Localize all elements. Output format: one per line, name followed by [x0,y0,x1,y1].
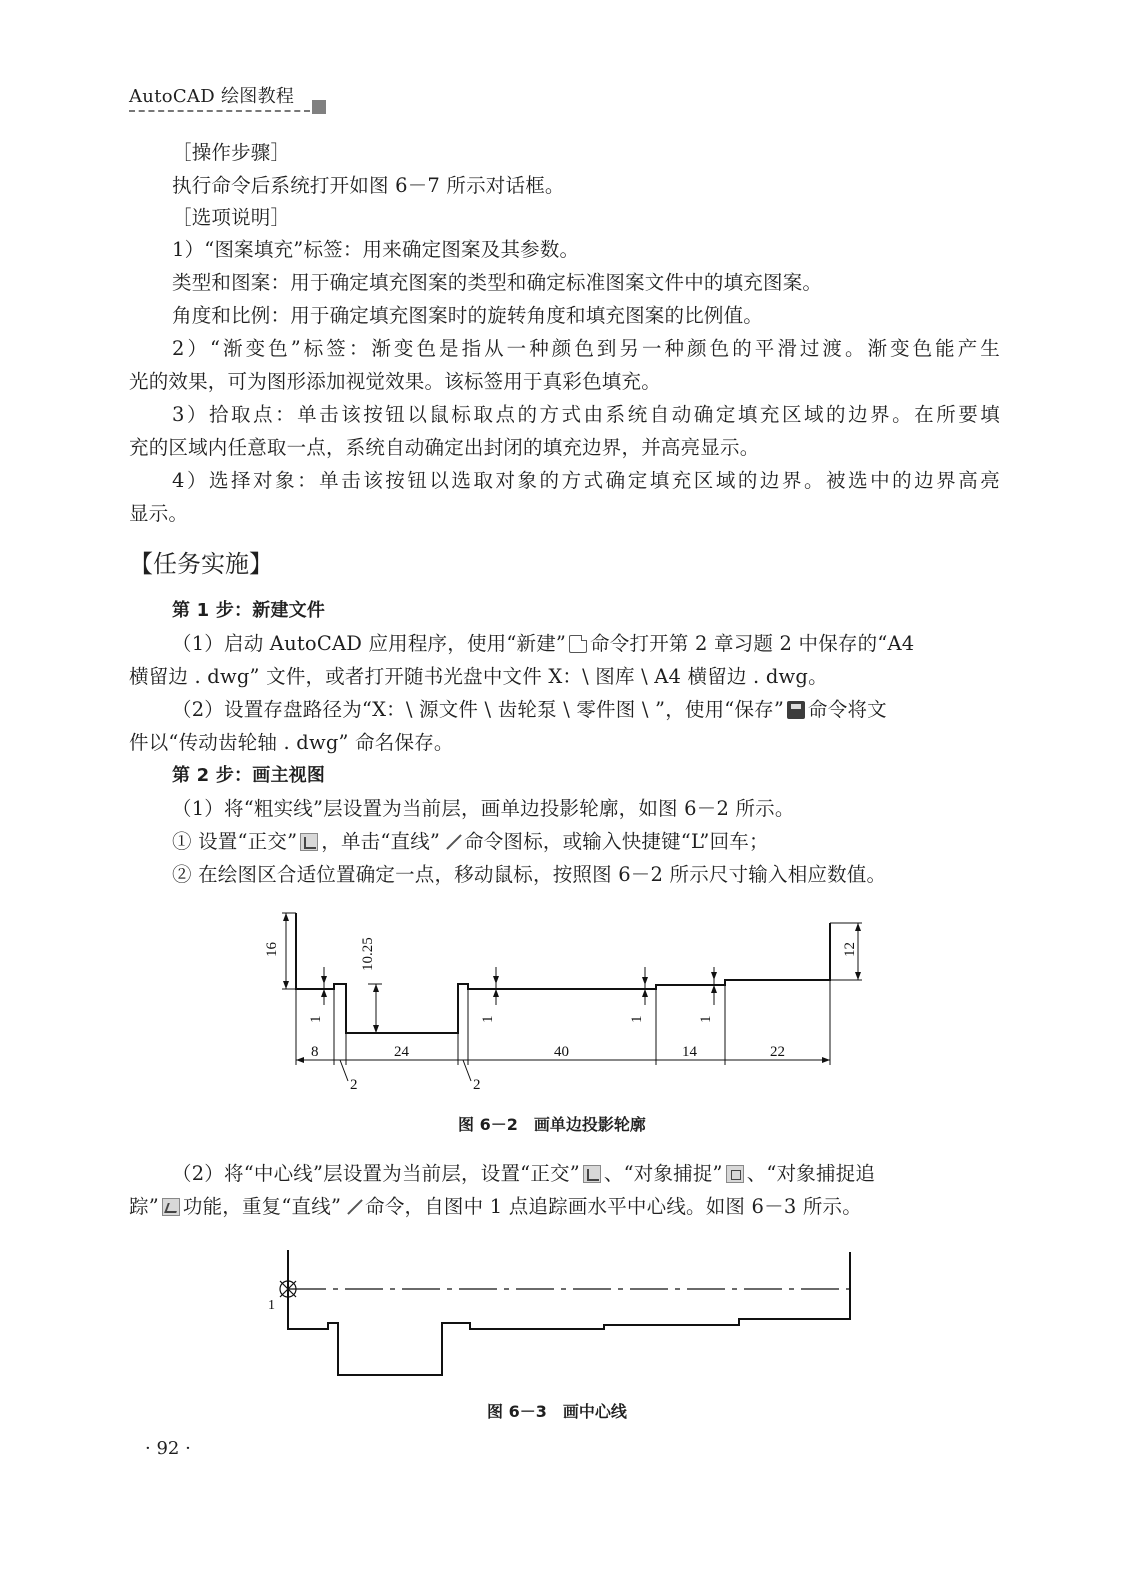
option-1: 1）“图案填充”标签：用来确定图案及其参数。 [172,238,580,261]
step2-para2-l2c: 命令，自图中 1 点追踪画水平中心线。如图 6－3 所示。 [365,1195,862,1218]
step2-substep1-a: ① 设置“正交” [172,830,298,853]
section-title: 【任务实施】 [129,550,273,578]
step2-substep2: ② 在绘图区合适位置确定一点，移动鼠标，按照图 6－2 所示尺寸输入相应数值。 [172,863,887,886]
option-4-line2: 显示。 [129,502,189,525]
step1-title: 第 1 步：新建文件 [172,600,326,621]
dim-label-1: 1 [698,1015,714,1023]
running-header: AutoCAD 绘图教程 [129,86,295,107]
step1-para1-line2: 横留边 . dwg” 文件，或者打开随书光盘中文件 X：\ 图库 \ A4 横留边 . dwg。 [129,665,828,688]
step1-para2-text-a: （2）设置存盘路径为“X：\ 源文件 \ 齿轮泵 \ 零件图 \ ”，使用“保存” [172,698,785,721]
options-heading: ［选项说明］ [172,206,291,229]
header-divider [129,110,310,112]
dim-label-24: 24 [394,1044,409,1060]
line-tool-icon [344,1198,362,1216]
step1-para1-line1 [172,630,914,658]
step1-para1-text-b: 命令打开第 2 章习题 2 中保存的“A4 [590,632,915,655]
option-3-line2: 充的区域内任意取一点，系统自动确定出封闭的填充边界，并高亮显示。 [129,436,760,459]
object-snap-icon [726,1165,744,1183]
step2-substep1 [172,828,769,856]
dim-label-14: 14 [682,1044,697,1060]
dim-label-8: 8 [311,1044,319,1060]
ops-text: 执行命令后系统打开如图 6－7 所示对话框。 [172,174,565,197]
dim-label-2: 2 [473,1077,481,1093]
step1-para2-line2: 件以“传动齿轮轴 . dwg” 命名保存。 [129,731,454,754]
point-label-1: 1 [268,1298,275,1313]
profile-outline [288,1250,850,1375]
step2-para2-l2b: 功能，重复“直线” [182,1195,342,1218]
step2-title: 第 2 步：画主视图 [172,765,326,786]
dim-label-2: 2 [350,1077,358,1093]
ortho-mode-icon [583,1165,601,1183]
figure-6-2-drawing [262,905,862,1100]
leader-2a [340,1060,348,1081]
step2-para2-line2 [129,1193,862,1221]
dim-label-10-25: 10.25 [360,937,376,971]
dim-label-22: 22 [770,1044,785,1060]
ops-heading: ［操作步骤］ [172,141,291,164]
figure-6-3-drawing [262,1245,862,1385]
step2-substep1-b: ，单击“直线” [321,830,441,853]
option-4-line1: 4）选择对象：单击该按钮以选取对象的方式确定填充区域的边界。被选中的边界高亮 [172,469,1000,492]
figure-6-3-caption: 图 6－3 画中心线 [487,1402,627,1421]
figure-6-2-caption: 图 6－2 画单边投影轮廓 [458,1115,646,1134]
step2-para2-l2a: 踪” [129,1195,159,1218]
leader-2b [463,1060,471,1081]
option-2-line2: 光的效果，可为图形添加视觉效果。该标签用于真彩色填充。 [129,370,661,393]
line-tool-icon [443,833,461,851]
page-number: · 92 · [145,1438,191,1459]
step2-para2-b: 、“对象捕捉” [603,1162,723,1185]
step2-para2-line1 [172,1160,875,1188]
dim-label-40: 40 [554,1044,569,1060]
option-3-line1: 3）拾取点：单击该按钮以鼠标取点的方式由系统自动确定填充区域的边界。在所要填 [172,403,1000,426]
option-2-line1: 2）“渐变色”标签：渐变色是指从一种颜色到另一种颜色的平滑过渡。渐变色能产生 [172,337,1000,360]
step1-para1-text-a: （1）启动 AutoCAD 应用程序，使用“新建” [172,632,567,655]
step2-para2-c: 、“对象捕捉追 [746,1162,876,1185]
object-snap-tracking-icon [162,1198,180,1216]
step2-substep1-c: 命令图标，或输入快捷键“L”回车； [464,830,769,853]
new-file-icon [569,635,587,653]
dim-label-16: 16 [264,942,280,957]
step1-para2-line1 [172,696,887,724]
option-1-type: 类型和图案：用于确定填充图案的类型和确定标准图案文件中的填充图案。 [172,271,823,294]
dim-label-12: 12 [842,942,858,957]
step1-para2-text-b: 命令将文 [808,698,887,721]
step2-para1: （1）将“粗实线”层设置为当前层，画单边投影轮廓，如图 6－2 所示。 [172,797,795,820]
dim-label-1: 1 [308,1015,324,1023]
step2-para2-a: （2）将“中心线”层设置为当前层，设置“正交” [172,1162,580,1185]
option-1-angle: 角度和比例：用于确定填充图案时的旋转角度和填充图案的比例值。 [172,304,764,327]
dim-label-1: 1 [629,1015,645,1023]
ortho-mode-icon [300,833,318,851]
dim-label-1: 1 [480,1015,496,1023]
save-icon [787,701,805,719]
header-marker [312,100,326,114]
